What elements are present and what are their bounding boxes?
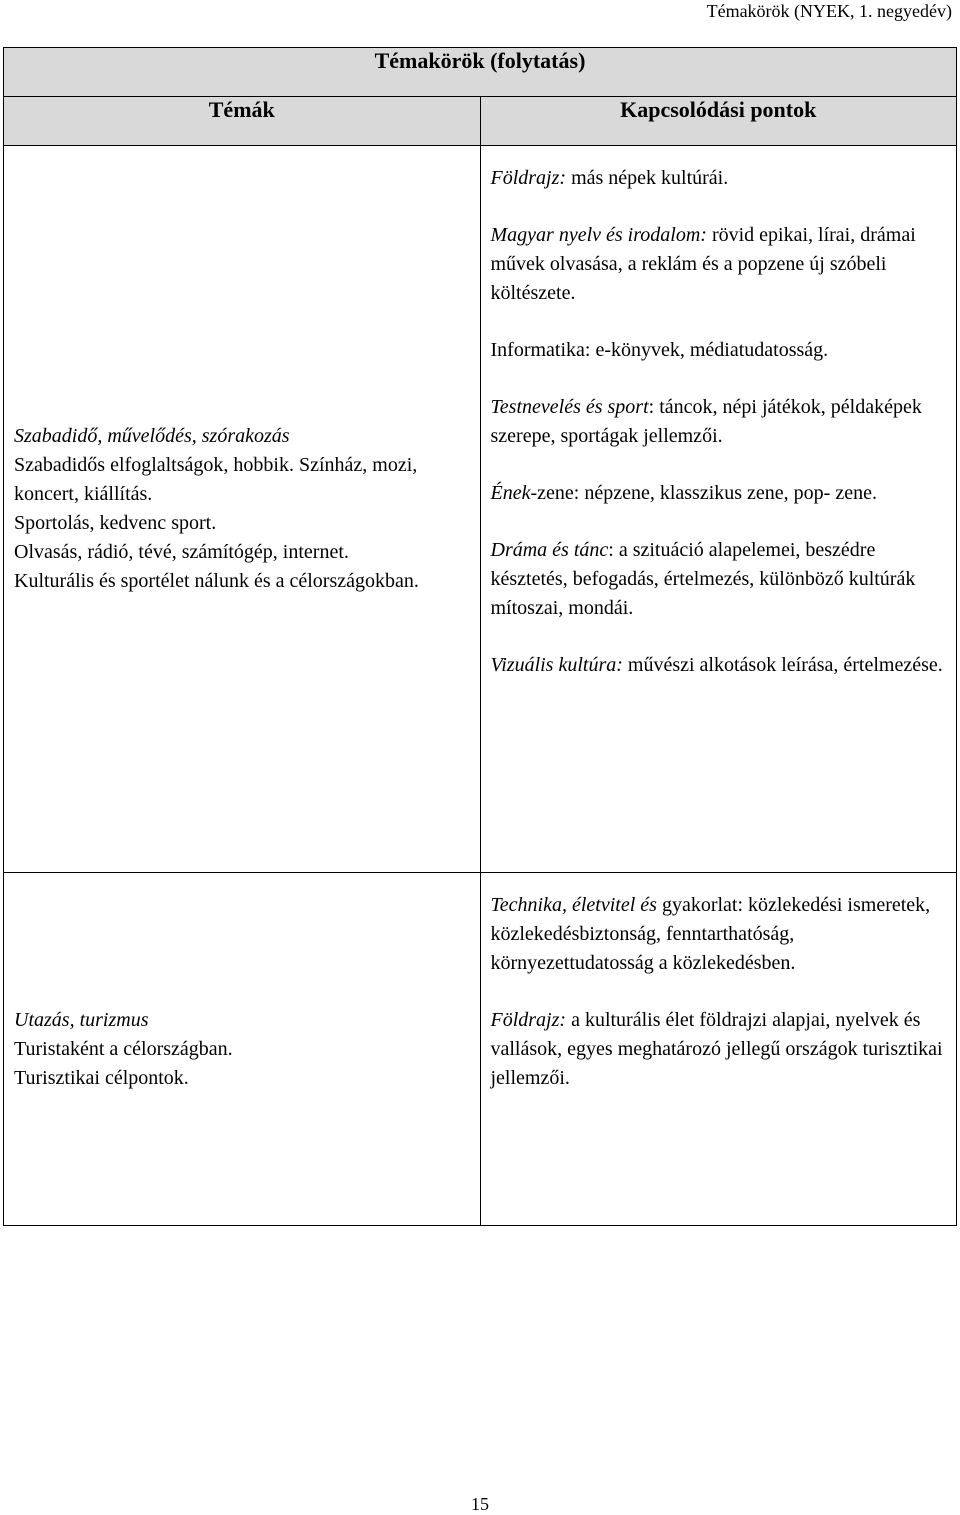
link-text: Informatika: e-könyvek, médiatudatosság. <box>490 339 829 361</box>
topic-cell <box>4 873 481 1226</box>
page-number: 15 <box>471 1494 489 1514</box>
link-text: : a szituáció alapelemei, beszédre késztetés, befogadás, értelmezés, különböző kultúrák mítoszai, mondái. <box>490 539 916 619</box>
link-text: a kulturális élet földrajzi alapjai, nyelvek és vallások, egyes meghatározó jellegű országok turisztikai jellemzői. <box>490 1009 943 1089</box>
column-header-topics: Témák <box>4 97 481 146</box>
link-subject: Ének- <box>490 482 538 504</box>
link-text: : táncok, népi játékok, példaképek szerepe, sportágak jellemzői. <box>490 396 922 447</box>
topic-line: Turisztikai célpontok. <box>14 1067 189 1089</box>
link-text: gyakorlat: közlekedési ismeretek, közlekedésbiztonság, fenntarthatóság, környezettudatosság a közlekedésben. <box>490 894 931 974</box>
link-text: rövid epikai, lírai, drámai művek olvasása, a reklám és a popzene új szóbeli költészete. <box>490 224 916 304</box>
link-item <box>491 393 947 451</box>
topic-line: Sportolás, kedvenc sport. <box>14 512 217 534</box>
link-subject: Technika, életvitel és <box>490 894 657 916</box>
link-text: zene: népzene, klasszikus zene, pop- zene. <box>537 482 877 504</box>
topic-title: Szabadidő, művelődés, szórakozás <box>14 425 290 447</box>
link-item <box>491 164 947 193</box>
topic-line: Turistaként a célországban. <box>14 1038 233 1060</box>
links-cell <box>480 873 957 1226</box>
topic-line: Olvasás, rádió, tévé, számítógép, internet. <box>14 541 349 563</box>
link-item <box>491 651 947 680</box>
link-subject: Földrajz: <box>490 167 567 189</box>
table-row <box>4 873 957 1226</box>
links-cell <box>480 146 957 873</box>
topic-line: Kulturális és sportélet nálunk és a célországokban. <box>14 570 419 592</box>
topic-cell <box>4 146 481 873</box>
link-text: művészi alkotások leírása, értelmezése. <box>622 654 943 676</box>
table-row <box>4 146 957 873</box>
link-item <box>491 336 947 365</box>
topic-title: Utazás, turizmus <box>14 1009 149 1031</box>
link-subject: Vizuális kultúra: <box>490 654 623 676</box>
link-item <box>491 1006 947 1093</box>
column-header-links: Kapcsolódási pontok <box>480 97 957 146</box>
topic-line: Szabadidős elfoglaltságok, hobbik. Színház, mozi, koncert, kiállítás. <box>14 454 418 505</box>
topics-table <box>3 47 957 1226</box>
link-item <box>491 479 947 508</box>
link-subject: Magyar nyelv és irodalom: <box>490 224 707 246</box>
link-item <box>491 221 947 308</box>
table-title: Témakörök (folytatás) <box>4 48 957 97</box>
link-item <box>491 891 947 978</box>
link-subject: Testnevelés és sport <box>490 396 649 418</box>
link-item <box>491 536 947 623</box>
link-subject: Földrajz: <box>490 1009 567 1031</box>
link-subject: Dráma és tánc <box>490 539 609 561</box>
link-text: más népek kultúrái. <box>566 167 729 189</box>
page-header: Témakörök (NYEK, 1. negyedév) <box>706 1 952 21</box>
